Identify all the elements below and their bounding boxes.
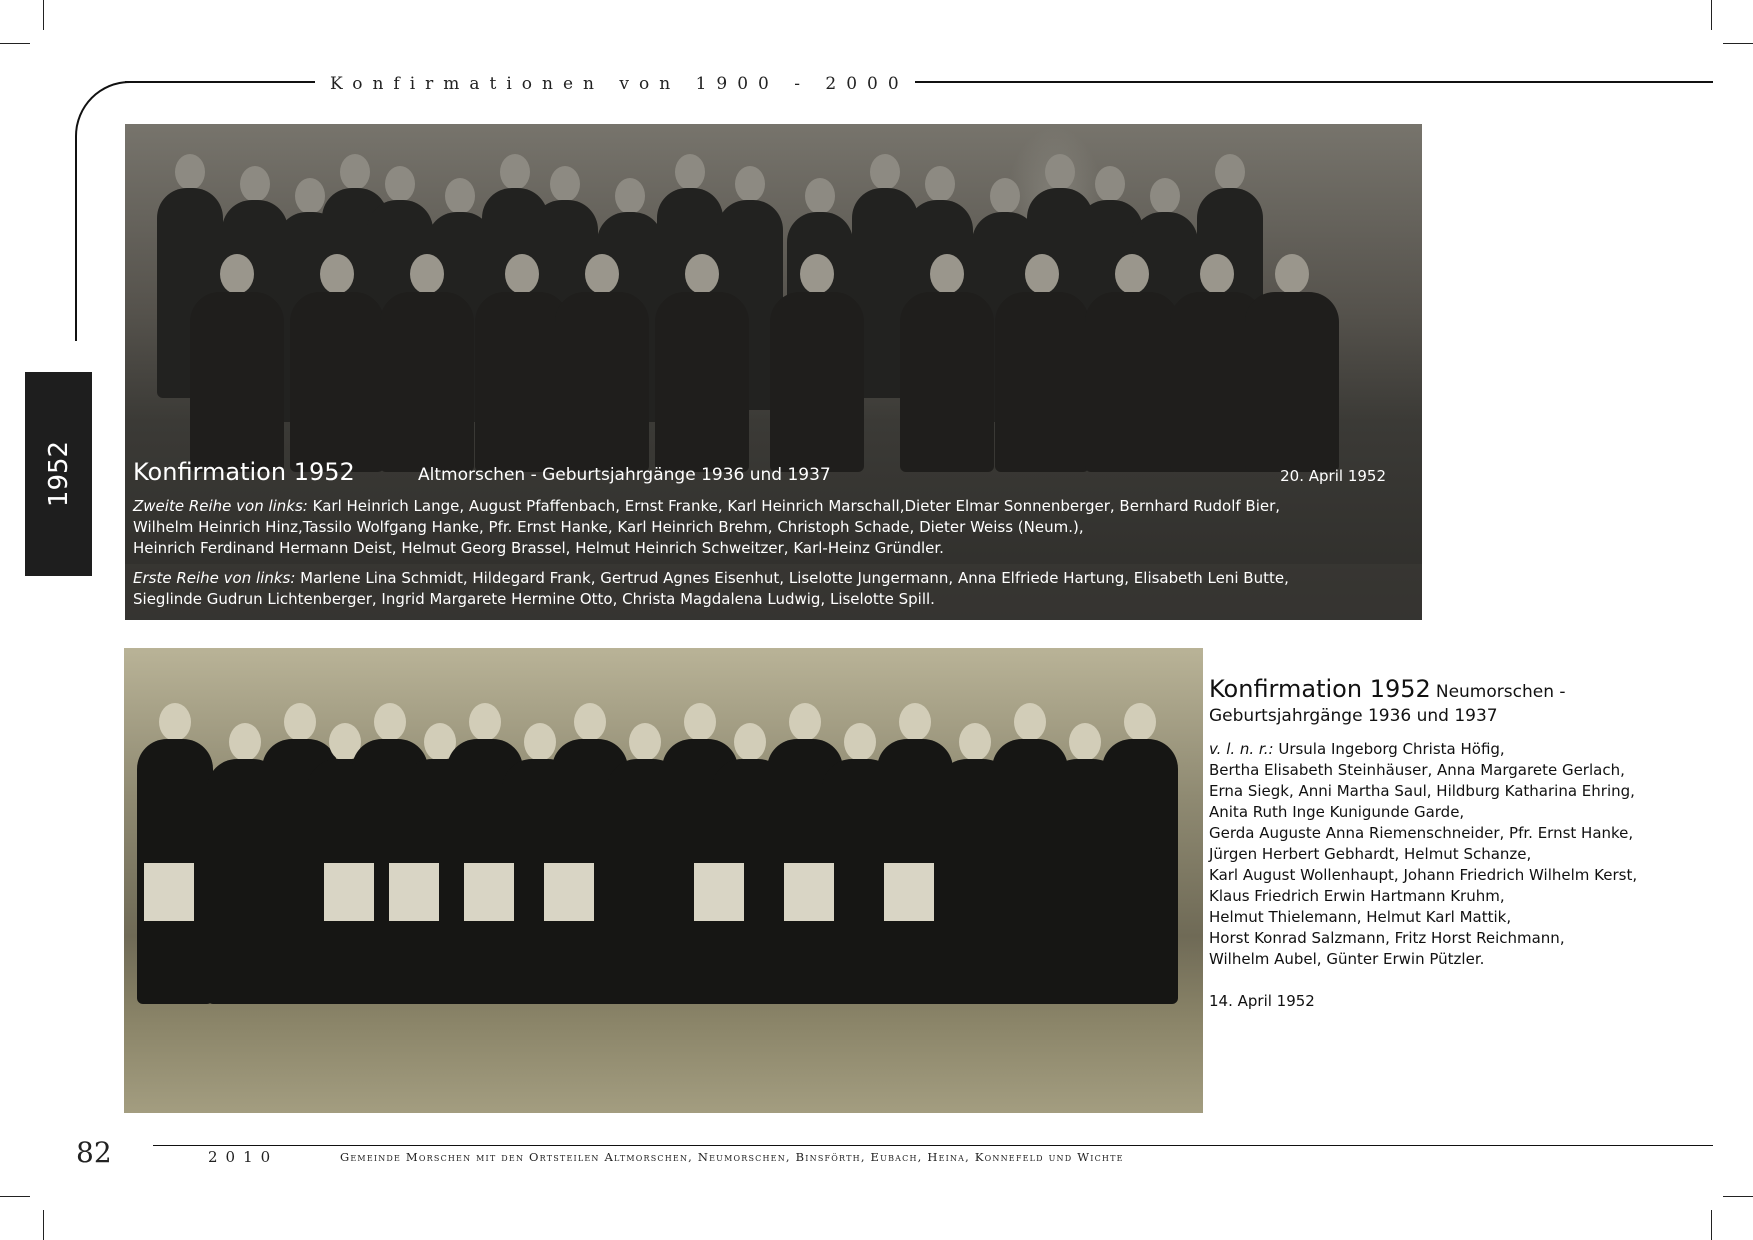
figure-head (629, 723, 661, 761)
names-line: Erna Siegk, Anni Martha Saul, Hildburg Katharina Ehring, (1209, 782, 1635, 800)
hymnal-book (464, 863, 514, 921)
photo2-names-first (1209, 740, 1505, 758)
figure-head (800, 254, 834, 294)
header-rule-left (125, 81, 315, 83)
figure-head (385, 166, 415, 202)
names-line: Gerda Auguste Anna Riemenschneider, Pfr. Ernst Hanke, (1209, 824, 1634, 842)
figure-head (340, 154, 370, 190)
figure-head (1115, 254, 1149, 294)
hymnal-book (784, 863, 834, 921)
figure-head (1150, 178, 1180, 214)
year-tab-label: 1952 (43, 440, 74, 508)
figure-body (900, 292, 994, 472)
header-rule-right (915, 81, 1713, 83)
names-line: Bertha Elisabeth Steinhäuser, Anna Margarete Gerlach, (1209, 761, 1625, 779)
crop-mark (1711, 1210, 1712, 1240)
footer-rule (153, 1145, 1713, 1146)
figure-head (990, 178, 1020, 214)
figure-head (220, 254, 254, 294)
names-line: Helmut Thielemann, Helmut Karl Mattik, (1209, 908, 1512, 926)
crop-mark (43, 1210, 44, 1240)
figure-head (284, 703, 316, 741)
figure-head (675, 154, 705, 190)
row2-label: Zweite Reihe von links: (133, 497, 308, 515)
row2-names: Karl Heinrich Lange, August Pfaffenbach, Ernst Franke, Karl Heinrich Marschall,Dieter Elmar Sonnenberger, Bernhard Rudolf Bier, (312, 497, 1281, 515)
figure-head (159, 703, 191, 741)
figure-head (445, 178, 475, 214)
row2-names: Heinrich Ferdinand Hermann Deist, Helmut Georg Brassel, Helmut Heinrich Schweitzer, Karl-Heinz Gründler. (133, 539, 944, 557)
figure-head (1069, 723, 1101, 761)
figure-head (505, 254, 539, 294)
figure-head (734, 723, 766, 761)
year-tab (25, 372, 92, 576)
footer-year: 2010 (208, 1148, 279, 1166)
crop-mark (0, 43, 30, 44)
hymnal-book (389, 863, 439, 921)
figure-head (684, 703, 716, 741)
figure-head (524, 723, 556, 761)
names-line: Klaus Friedrich Erwin Hartmann Kruhm, (1209, 887, 1505, 905)
figure-body (995, 292, 1089, 472)
names-line: Ursula Ingeborg Christa Höfig, (1278, 740, 1505, 758)
figure-head (615, 178, 645, 214)
photo1-subtitle: Altmorschen - Geburtsjahrgänge 1936 und 1937 (418, 465, 831, 485)
crop-mark (1711, 0, 1712, 30)
photo-neumorschen (124, 648, 1203, 1113)
figure-head (229, 723, 261, 761)
crop-mark (43, 0, 44, 30)
figure-head (175, 154, 205, 190)
figure-head (925, 166, 955, 202)
figure-head (469, 703, 501, 741)
figure-head (1124, 703, 1156, 741)
photo2-subtitle-line2: Geburtsjahrgänge 1936 und 1937 (1209, 706, 1498, 726)
crop-mark (1723, 43, 1753, 44)
figure-body (655, 292, 749, 472)
photo2-title: Konfirmation 1952 (1209, 675, 1431, 703)
hymnal-book (884, 863, 934, 921)
photo-altmorschen (125, 124, 1422, 620)
figure-head (735, 166, 765, 202)
names-line: Karl August Wollenhaupt, Johann Friedrich Wilhelm Kerst, (1209, 866, 1638, 884)
row1-label: Erste Reihe von links: (133, 569, 296, 587)
figure-head (1045, 154, 1075, 190)
figure-head (1014, 703, 1046, 741)
figure-head (410, 254, 444, 294)
figure-head (844, 723, 876, 761)
figure-head (870, 154, 900, 190)
figure-body (380, 292, 474, 472)
row2-line (133, 497, 1280, 515)
figure-body (1245, 292, 1339, 472)
photo1-title: Konfirmation 1952 (133, 458, 355, 486)
figure-head (550, 166, 580, 202)
names-line: Anita Ruth Inge Kunigunde Garde, (1209, 803, 1465, 821)
figure-head (1095, 166, 1125, 202)
figure-head (500, 154, 530, 190)
figure-head (320, 254, 354, 294)
figure-head (240, 166, 270, 202)
figure-head (1275, 254, 1309, 294)
row1-names: Sieglinde Gudrun Lichtenberger, Ingrid Margarete Hermine Otto, Christa Magdalena Ludwig, Liselotte Spill. (133, 590, 935, 608)
figure-head (959, 723, 991, 761)
photo2-subtitle: Neumorschen - (1435, 682, 1566, 702)
footer-text: Gemeinde Morschen mit den Ortsteilen Altmorschen, Neumorschen, Binsförth, Eubach, Heina, Konnefeld und Wichte (340, 1150, 1124, 1164)
figure-body (770, 292, 864, 472)
names-line: Horst Konrad Salzmann, Fritz Horst Reichmann, (1209, 929, 1565, 947)
hymnal-book (544, 863, 594, 921)
figure-head (899, 703, 931, 741)
photo2-date: 14. April 1952 (1209, 992, 1315, 1010)
page-number: 82 (76, 1136, 112, 1169)
hymnal-book (694, 863, 744, 921)
figure-head (1200, 254, 1234, 294)
figure-body (555, 292, 649, 472)
header-title: Konfirmationen von 1900 - 2000 (330, 74, 909, 94)
figure-head (585, 254, 619, 294)
figure-body (1085, 292, 1179, 472)
names-line: Wilhelm Aubel, Günter Erwin Pützler. (1209, 950, 1485, 968)
row1-names: Marlene Lina Schmidt, Hildegard Frank, Gertrud Agnes Eisenhut, Liselotte Jungermann, Anna Elfriede Hartung, Elisabeth Leni Butte, (300, 569, 1289, 587)
hymnal-book (324, 863, 374, 921)
row1-line (133, 569, 1289, 587)
figure-head (805, 178, 835, 214)
hymnal-book (144, 863, 194, 921)
figure-body (290, 292, 384, 472)
figure-head (930, 254, 964, 294)
figure-head (374, 703, 406, 741)
crop-mark (1723, 1196, 1753, 1197)
figure-body (190, 292, 284, 472)
vlnr-label: v. l. n. r.: (1209, 740, 1274, 758)
figure-head (1025, 254, 1059, 294)
figure-body (1102, 739, 1178, 1004)
names-line: Jürgen Herbert Gebhardt, Helmut Schanze, (1209, 845, 1532, 863)
photo2-heading (1209, 675, 1566, 703)
figure-head (789, 703, 821, 741)
figure-head (574, 703, 606, 741)
photo1-date: 20. April 1952 (1280, 467, 1386, 485)
crop-mark (0, 1196, 30, 1197)
figure-head (685, 254, 719, 294)
figure-head (1215, 154, 1245, 190)
figure-head (295, 178, 325, 214)
row2-names: Wilhelm Heinrich Hinz,Tassilo Wolfgang Hanke, Pfr. Ernst Hanke, Karl Heinrich Brehm, Christoph Schade, Dieter Weiss (Neum.), (133, 518, 1084, 536)
